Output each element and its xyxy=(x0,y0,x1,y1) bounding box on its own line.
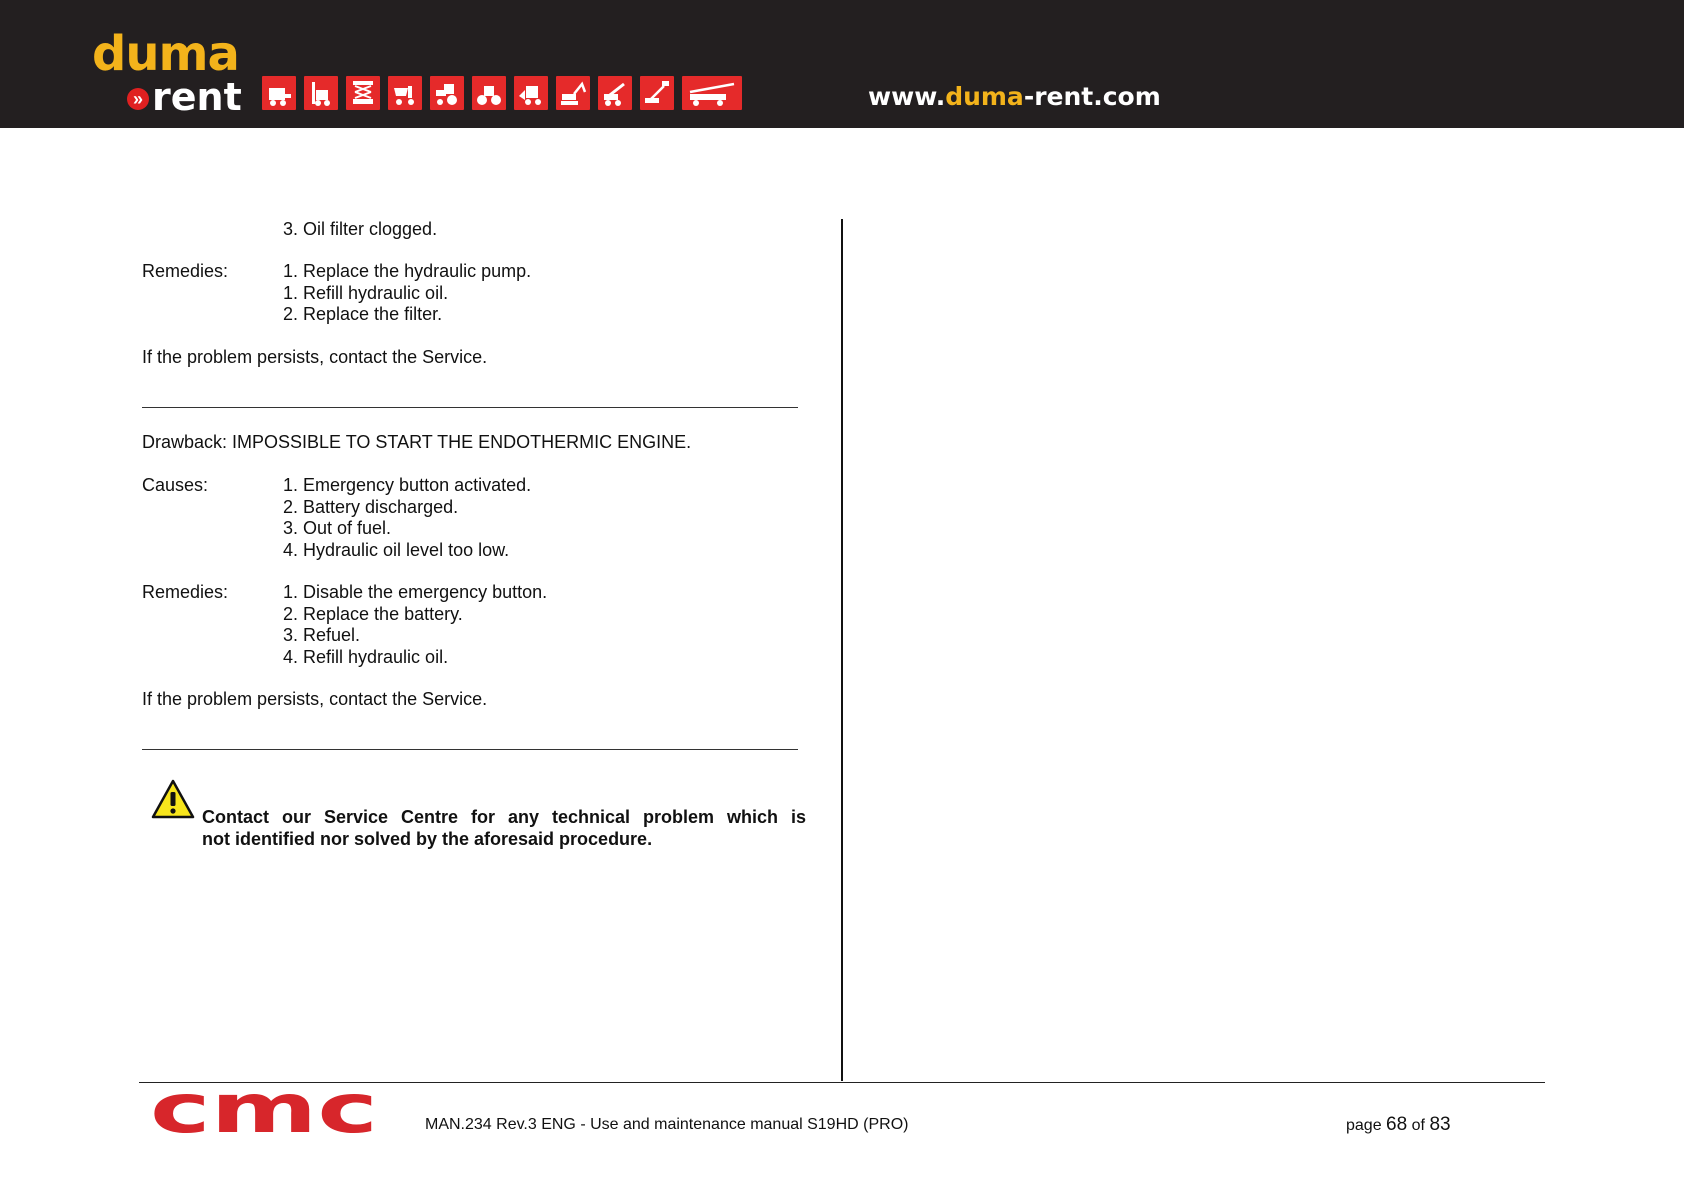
logo-chevron-icon: » xyxy=(127,88,149,110)
warning-line: not identified nor solved by the aforesaid procedure. xyxy=(202,829,653,849)
column-divider xyxy=(841,219,843,1081)
remedy-item: 2. Replace the battery. xyxy=(283,603,463,624)
remedies-label: Remedies: xyxy=(142,582,229,602)
page-number: 68 xyxy=(1386,1114,1408,1135)
truck-platform-icon xyxy=(682,76,742,110)
section-rule xyxy=(142,749,798,750)
remedies-label: Remedies: xyxy=(142,261,229,281)
roller-icon xyxy=(472,76,506,110)
page-indicator: page 68 of 83 xyxy=(1346,1114,1451,1135)
remedy-item: 1. Disable the emergency button. xyxy=(283,582,548,602)
remedy-item: 3. Refuel. xyxy=(283,625,361,645)
page-total: 83 xyxy=(1429,1114,1451,1135)
forklift-icon xyxy=(304,76,338,110)
skid-steer-icon xyxy=(262,76,296,110)
warning-line: Contact our Service Centre for any technical problem which is xyxy=(202,807,806,827)
warning-icon xyxy=(151,779,195,826)
tractor-icon xyxy=(430,76,464,110)
rent-logo-text: rent xyxy=(152,75,242,119)
cause-item: 2. Battery discharged. xyxy=(283,496,459,517)
scissor-lift-icon xyxy=(346,76,380,110)
website-url: www.duma-rent.com xyxy=(868,82,1161,111)
persist-note: If the problem persists, contact the Service. xyxy=(142,347,488,367)
remedy-item: 2. Replace the filter. xyxy=(283,304,443,324)
equipment-icon-strip xyxy=(262,76,742,110)
telehandler-icon xyxy=(598,76,632,110)
header-bar xyxy=(0,0,1684,128)
cmc-logo-text: cmc xyxy=(150,1086,378,1136)
warning-message xyxy=(198,806,806,850)
remedy-item: 1. Refill hydraulic oil. xyxy=(283,282,449,303)
duma-logo-text: duma xyxy=(92,26,239,82)
cmc-logo xyxy=(150,1086,380,1141)
cause-item: 3. Out of fuel. xyxy=(283,518,392,538)
cause-line: 3. Oil filter clogged. xyxy=(283,219,438,239)
boom-lift-icon xyxy=(640,76,674,110)
mini-dumper-icon xyxy=(388,76,422,110)
remedy-item: 1. Replace the hydraulic pump. xyxy=(283,261,532,281)
cause-item: 1. Emergency button activated. xyxy=(283,475,532,495)
causes-label: Causes: xyxy=(142,475,209,495)
section-rule xyxy=(142,407,798,408)
document-reference: MAN.234 Rev.3 ENG - Use and maintenance manual S19HD (PRO) xyxy=(425,1116,909,1133)
excavator-icon xyxy=(556,76,590,110)
drawback-title: Drawback: IMPOSSIBLE TO START THE ENDOTHERMIC ENGINE. xyxy=(142,432,692,452)
persist-note: If the problem persists, contact the Service. xyxy=(142,689,488,709)
remedy-item: 4. Refill hydraulic oil. xyxy=(283,646,449,667)
footer-rule xyxy=(139,1082,1545,1083)
loader-icon xyxy=(514,76,548,110)
cause-item: 4. Hydraulic oil level too low. xyxy=(283,539,510,560)
